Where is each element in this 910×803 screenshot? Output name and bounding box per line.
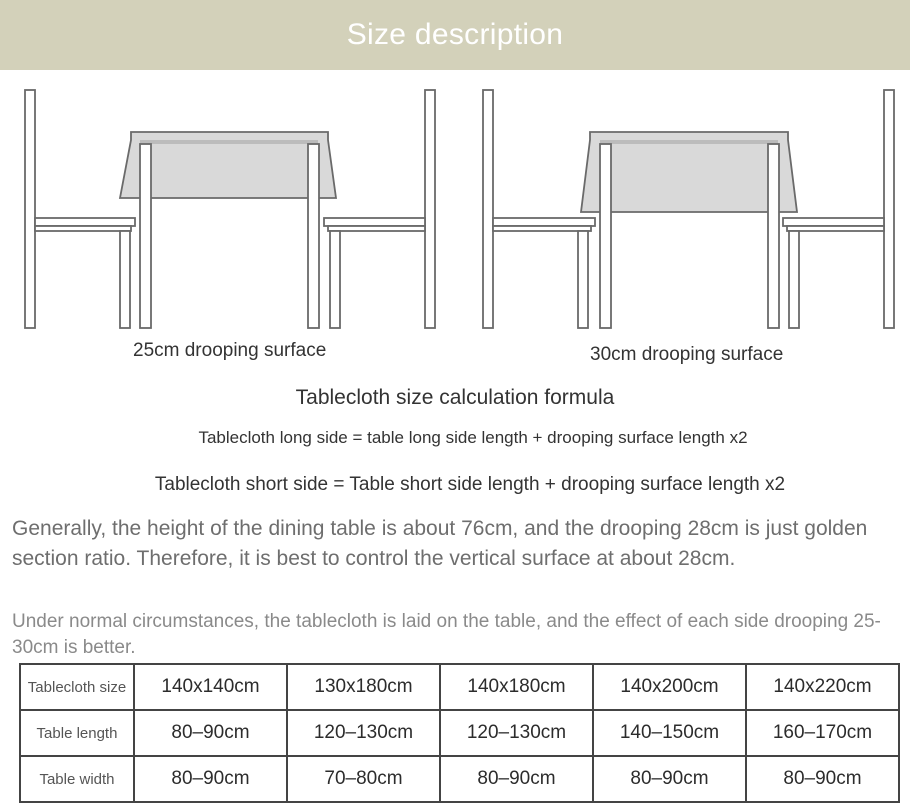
table-row (20, 710, 899, 756)
table-row (20, 756, 899, 802)
drooping-illustrations (0, 80, 910, 340)
table-cell: 140x220cm (746, 664, 899, 710)
caption-25cm: 25cm drooping surface (133, 340, 327, 361)
note-paragraph-height: Generally, the height of the dining table is about 76cm, and the drooping 28cm is just golden section ratio. Therefore, it is best to control the vertical surface at about 28cm. (12, 517, 868, 570)
table-cell: 130x180cm (287, 664, 440, 710)
formula-short-side: Tablecloth short side = Table short side length + drooping surface length x2 (154, 474, 786, 495)
row-header-tablecloth-size: Tablecloth size (20, 664, 134, 710)
table-cell: 140x180cm (440, 664, 593, 710)
table-cell: 140x140cm (134, 664, 287, 710)
table-cell: 160‒170cm (746, 710, 899, 756)
table-cell: 80‒90cm (134, 756, 287, 802)
formula-long-side: Tablecloth long side = table long side length + drooping surface length x2 (198, 428, 748, 447)
table-cell: 120‒130cm (287, 710, 440, 756)
table-row (20, 664, 899, 710)
table-cell: 80‒90cm (746, 756, 899, 802)
page-title: Size description (346, 18, 564, 51)
size-table (19, 663, 900, 803)
table-cell: 80‒90cm (440, 756, 593, 802)
table-cell: 140x200cm (593, 664, 746, 710)
row-header-table-length: Table length (20, 710, 134, 756)
table-cell: 120‒130cm (440, 710, 593, 756)
row-header-table-width: Table width (20, 756, 134, 802)
table-cell: 70‒80cm (287, 756, 440, 802)
illustration-30cm (483, 90, 894, 328)
caption-30cm: 30cm drooping surface (590, 344, 784, 365)
formula-title: Tablecloth size calculation formula (295, 386, 615, 409)
table-cell: 80‒90cm (134, 710, 287, 756)
header-banner (0, 0, 910, 70)
note-paragraph-drooping: Under normal circumstances, the tablecloth is laid on the table, and the effect of each side drooping 25-30cm is better. (12, 611, 881, 658)
table-cell: 80‒90cm (593, 756, 746, 802)
table-cell: 140‒150cm (593, 710, 746, 756)
illustration-25cm (25, 90, 435, 328)
